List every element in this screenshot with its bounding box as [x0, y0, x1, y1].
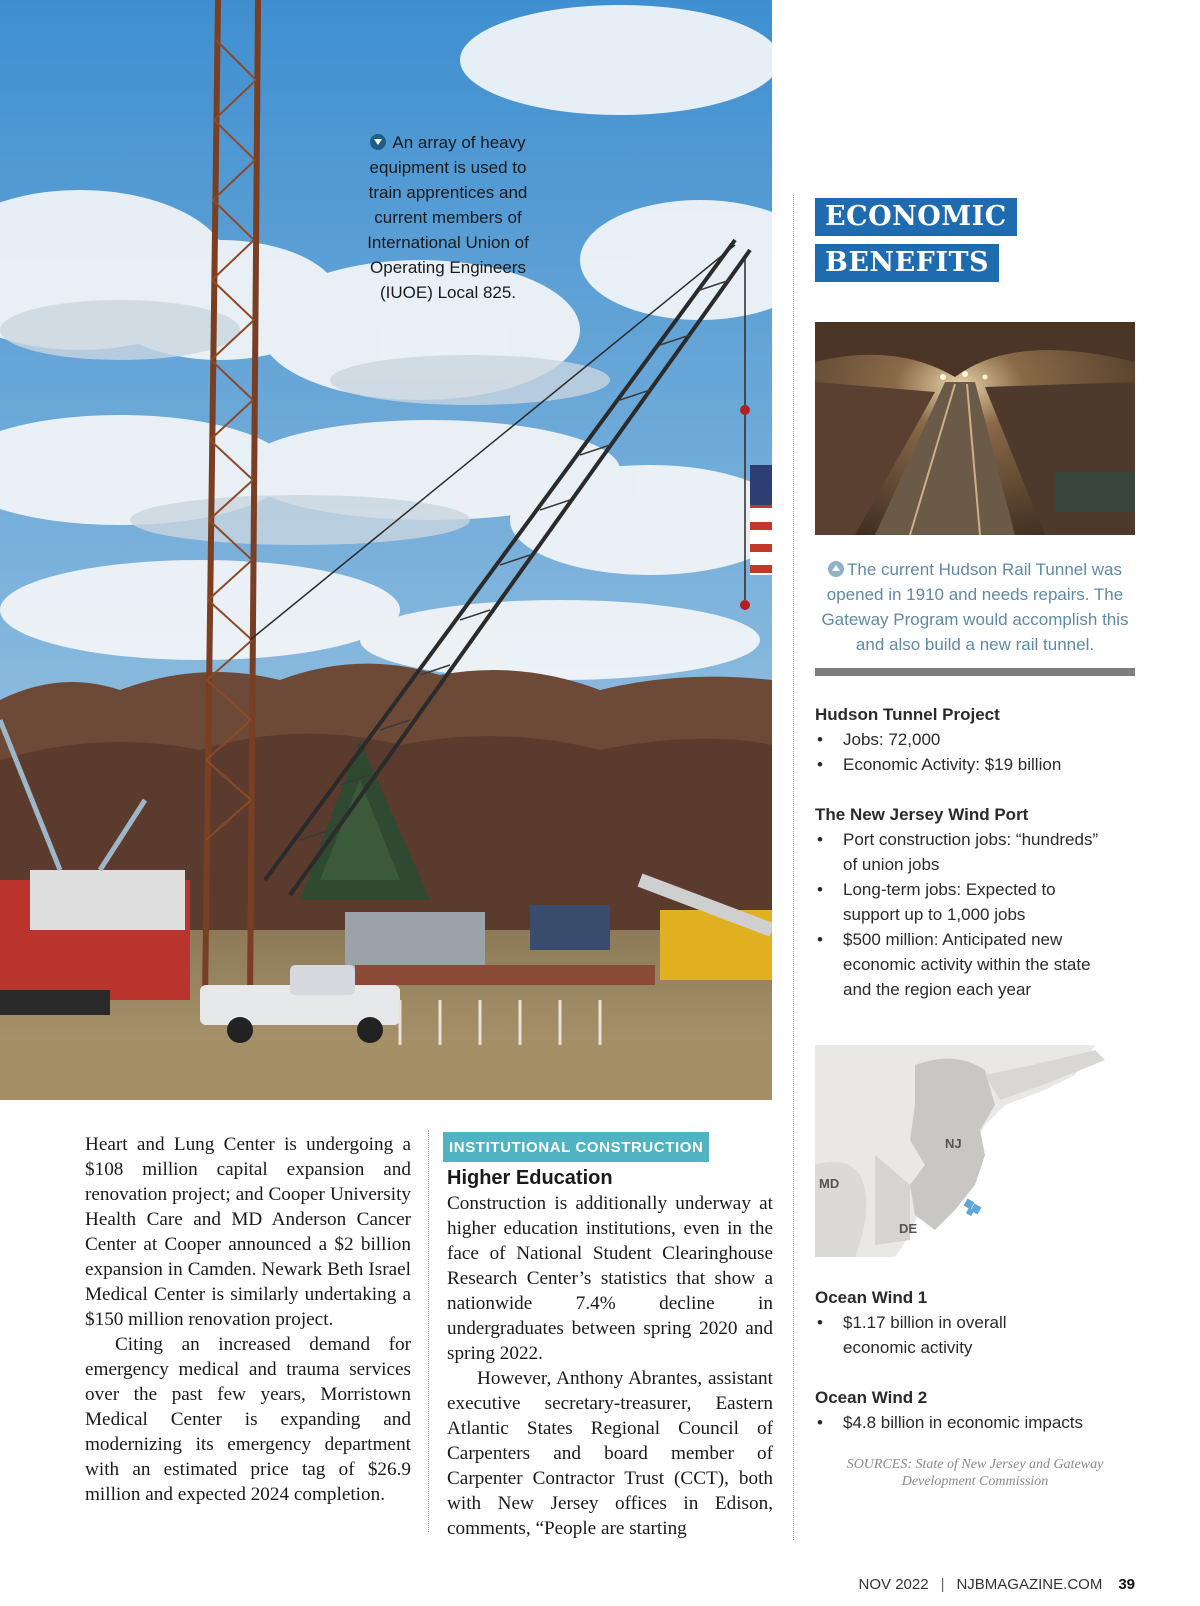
hero-caption-text: An array of heavy equipment is used to train apprentices and current members of International Union of Operating Engineers (IUOE) Local 825.: [367, 133, 529, 302]
hero-photo: [0, 0, 772, 1100]
sidebar-title: [815, 198, 1135, 290]
fact-group-ocean-wind-2: [815, 1385, 1145, 1435]
tunnel-caption-text: The current Hudson Rail Tunnel was opened in 1910 and needs repairs. The Gateway Program would accomplish this and also build a new rail tunnel.: [821, 560, 1129, 654]
column-divider: [428, 1130, 429, 1532]
fact-group-hudson-tunnel: [815, 702, 1145, 777]
nj-region-map: [815, 1045, 1120, 1257]
fact-heading: Hudson Tunnel Project: [815, 705, 1000, 724]
fact-item: • Economic Activity: $19 billion: [815, 752, 1145, 777]
paragraph: Citing an increased demand for emergency medical and trauma services over the past few years, Morristown Medical Center is expanding and modernizing its emergency department with an estimated price tag of $26.9 million and expected 2024 completion.: [85, 1334, 411, 1505]
fact-item: • Long-term jobs: Expected to support up to 1,000 jobs: [815, 877, 1115, 927]
fact-item: • $500 million: Anticipated new economic activity within the state and the region each year: [815, 927, 1115, 1002]
footer-separator: |: [940, 1576, 945, 1593]
economic-benefits-sidebar: [815, 198, 1135, 290]
divider-bar: [815, 668, 1135, 676]
fact-heading: Ocean Wind 2: [815, 1388, 928, 1407]
fact-item: • Port construction jobs: “hundreds” of union jobs: [815, 827, 1115, 877]
paragraph: Heart and Lung Center is undergoing a $108 million capital expansion and renovation project; and Cooper University Health Care and MD Anderson Cancer Center at Cooper announced a $2 billion expansion in Camden. Newark Beth Israel Medical Center is similarly undertaking a $150 million renovation project.: [85, 1134, 411, 1330]
fact-item: • $1.17 billion in overall economic activity: [815, 1310, 1045, 1360]
article-column-left: [85, 1132, 411, 1507]
section-tag: INSTITUTIONAL CONSTRUCTION: [443, 1132, 709, 1162]
arrow-down-circle-icon: [370, 134, 386, 150]
sidebar-title-line: ECONOMIC: [815, 198, 1017, 236]
fact-item: • $4.8 billion in economic impacts: [815, 1410, 1145, 1435]
map-label-nj: NJ: [945, 1136, 962, 1151]
subheading: Higher Education: [447, 1167, 613, 1189]
fact-group-ocean-wind-1: [815, 1285, 1145, 1360]
map-label-md: MD: [819, 1176, 840, 1191]
hudson-tunnel-photo: [815, 322, 1135, 535]
page-number: 39: [1118, 1576, 1135, 1593]
paragraph: However, Anthony Abrantes, assistant executive secretary-treasurer, Eastern Atlantic States Regional Council of Carpenters and board member of Carpenter Contractor Trust (CCT), both with New Jersey offices in Edison, comments, “People are starting: [447, 1368, 773, 1539]
fact-group-wind-port: [815, 802, 1145, 1002]
website-link[interactable]: NJBMAGAZINE.COM: [956, 1576, 1103, 1593]
article-column-right: [447, 1132, 773, 1541]
sources-note: SOURCES: State of New Jersey and Gateway Development Commission: [846, 1457, 1104, 1489]
hero-caption: [355, 130, 541, 305]
tunnel-caption: [815, 557, 1135, 657]
sidebar-divider: [793, 195, 794, 1540]
paragraph: Construction is additionally underway at higher education institutions, even in the face of National Student Clearinghouse Research Center’s statistics that show a nationwide 7.4% decline in undergraduates between spring 2020 and spring 2022.: [447, 1193, 773, 1364]
fact-heading: The New Jersey Wind Port: [815, 805, 1029, 824]
arrow-up-circle-icon: [828, 561, 844, 577]
fact-item: • Jobs: 72,000: [815, 727, 1145, 752]
issue-date: NOV 2022: [858, 1576, 929, 1593]
map-label-de: DE: [899, 1221, 918, 1236]
sidebar-title-line: BENEFITS: [815, 244, 999, 282]
page-footer: [859, 1576, 1135, 1593]
fact-heading: Ocean Wind 1: [815, 1288, 928, 1307]
